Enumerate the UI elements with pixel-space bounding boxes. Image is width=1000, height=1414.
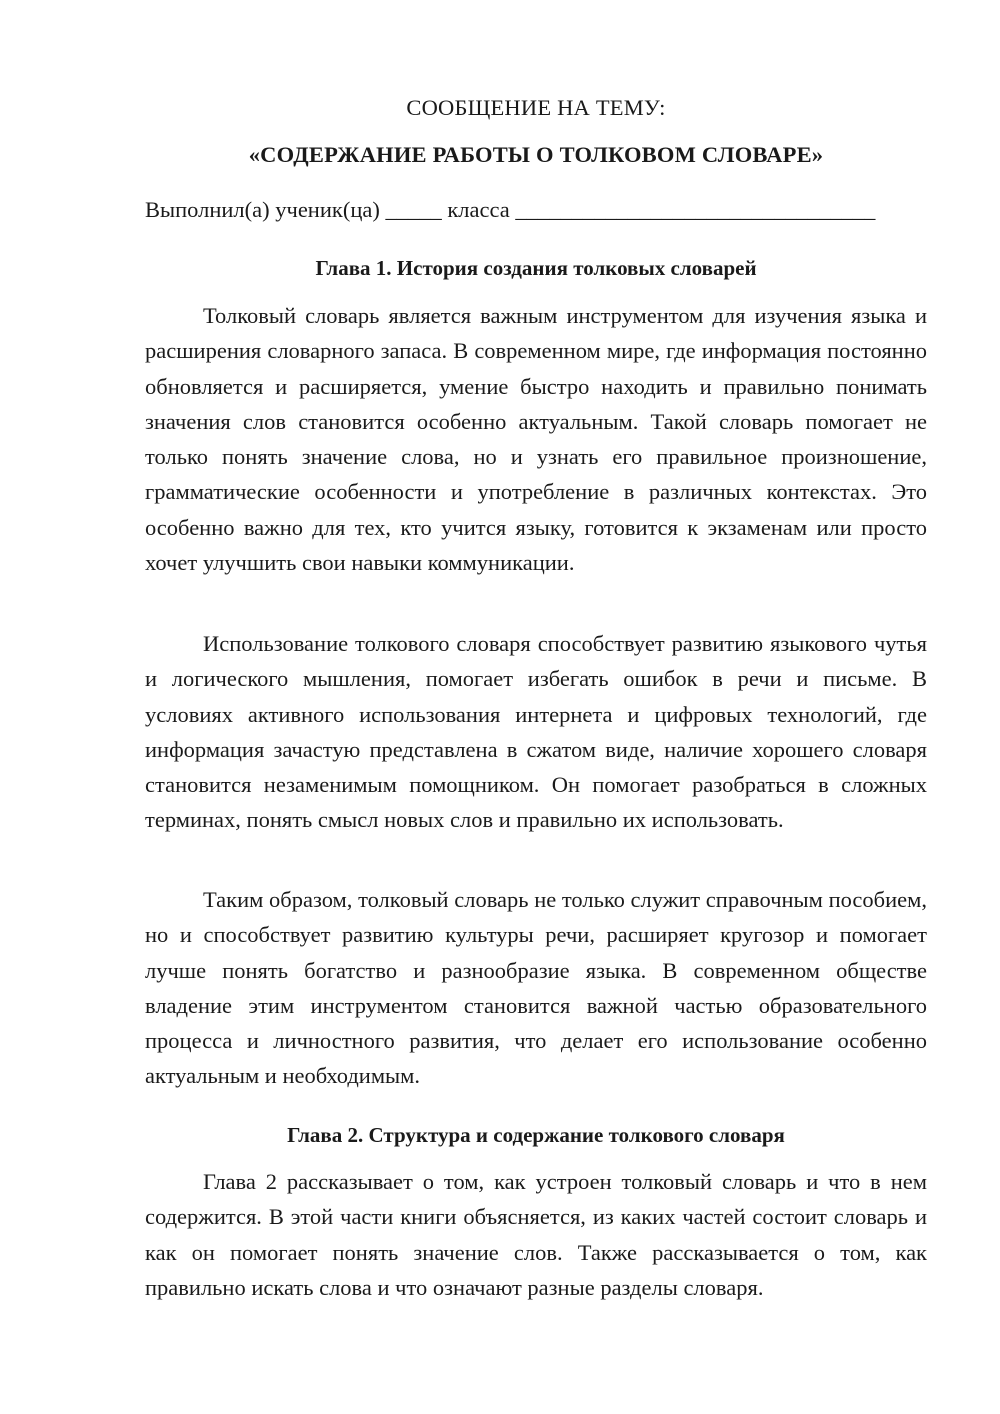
chapter-1-title: Глава 1. История создания толковых словарей [315, 256, 757, 280]
chapter-2-title: Глава 2. Структура и содержание толкового словаря [287, 1123, 785, 1147]
topic-label: СООБЩЕНИЕ НА ТЕМУ: [406, 95, 666, 120]
chapter-1-paragraph-2: Использование толкового словаря способствует развитию языкового чутья и логического мышления, помогает избегать ошибок в речи и письме. В условиях активного использования интернета и цифровых технологий, где информация зачастую представлена в сжатом виде, наличие хорошего словаря становится незаменимым помощником. Он помогает разобраться в сложных терминах, понять смысл новых слов и правильно их использовать. [145, 631, 927, 833]
chapter-1-paragraph-3: Таким образом, толковый словарь не только служит справочным пособием, но и способствует развитию культуры речи, расширяет кругозор и помогает лучше понять богатство и разнообразие языка. В современном обществе владение этим инструментом становится важной частью образовательного процесса и личностного развития, что делает его использование особенно актуальным и необходимым. [145, 887, 927, 1089]
chapter-2-paragraph-1: Глава 2 рассказывает о том, как устроен толковый словарь и что в нем содержится. В этой части книги объясняется, из каких частей состоит словарь и как он помогает понять значение слов. Также рассказывается о том, как правильно искать слова и что означают разные разделы словаря. [145, 1169, 927, 1300]
chapter-1-paragraph-1: Толковый словарь является важным инструментом для изучения языка и расширения словарного запаса. В современном мире, где информация постоянно обновляется и расширяется, умение быстро находить и правильно понимать значения слов становится особенно актуальным. Такой словарь помогает не только понять значение слова, но и узнать его правильное произношение, грамматические особенности и употребление в различных контекстах. Это особенно важно для тех, кто учится языку, готовится к экзаменам или просто хочет улучшить свои навыки коммуникации. [145, 303, 927, 576]
author-line: Выполнил(а) ученик(ца) _____ класса ________________________________ [145, 197, 876, 222]
topic-title: «СОДЕРЖАНИЕ РАБОТЫ О ТОЛКОВОМ СЛОВАРЕ» [248, 142, 824, 167]
